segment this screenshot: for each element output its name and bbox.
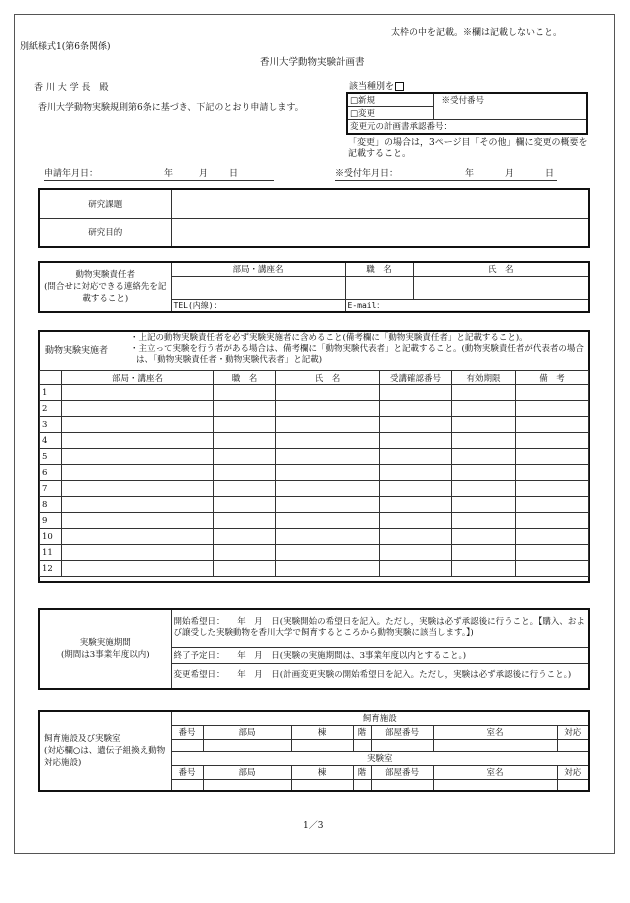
table-cell[interactable] [276,449,380,465]
table-cell[interactable] [516,433,589,449]
table-cell[interactable] [276,561,380,577]
table-cell[interactable] [62,433,214,449]
implementers-label: 動物実験実施者 [45,346,109,356]
receipt-number-cell: ※受付番号 [433,93,587,120]
table-cell[interactable] [276,497,380,513]
col-building: 棟 [291,765,353,779]
category-table [346,92,588,135]
start-date[interactable]: 開始希望日： 年 月 日(実験開始の希望日を記入。ただし，実験は必ず承認後に行うこと。【購入、および譲受した実験動物を香川大学で飼育するところから動物実験に該当します。】) [171,609,589,647]
row-number: 2 [40,401,62,417]
table-cell[interactable] [62,417,214,433]
tel-field[interactable]: TEL(内線)： [171,299,345,312]
change-source-number[interactable]: 変更元の計画書承認番号： [347,120,587,134]
table-cell[interactable] [62,545,214,561]
col-compatible: 対応 [557,725,589,739]
facilities-label: 飼育施設及び実験室 (対応欄○は、遺伝子組換え動物対応施設) [39,711,171,791]
table-row [40,497,589,513]
table-cell[interactable] [276,465,380,481]
col-position: 職 名 [345,262,413,276]
table-cell[interactable] [62,513,214,529]
form-number: 別紙様式1(第6条関係) [20,42,111,52]
checkbox-icon[interactable] [395,82,404,91]
col-dept: 部局 [203,765,291,779]
table-cell[interactable] [452,513,516,529]
breeding-input[interactable] [171,739,203,751]
category-label: 該当種別を [349,82,404,93]
research-purpose-label: 研究目的 [39,218,171,247]
table-cell[interactable] [276,417,380,433]
table-row [40,545,589,561]
col-position: 職 名 [214,371,276,385]
request-text: 香川大学動物実験規則第6条に基づき、下記のとおり申請します。 [38,103,304,113]
table-cell[interactable] [276,481,380,497]
period-label: 実験実施期間 (期間は3事業年度以内) [39,609,171,689]
table-cell[interactable] [62,449,214,465]
table-cell[interactable] [62,561,214,577]
table-cell[interactable] [214,385,276,401]
row-number: 11 [40,545,62,561]
table-cell[interactable] [214,449,276,465]
table-cell[interactable] [380,385,452,401]
table-cell[interactable] [276,401,380,417]
table-cell[interactable] [452,385,516,401]
table-cell[interactable] [380,513,452,529]
table-row [40,433,589,449]
table-row [40,529,589,545]
table-cell[interactable] [380,465,452,481]
responsible-position-input[interactable] [345,276,413,299]
col-dept: 部局・講座名 [171,262,345,276]
row-number: 12 [40,561,62,577]
table-cell[interactable] [380,417,452,433]
col-number: 番号 [171,725,203,739]
table-cell[interactable] [380,561,452,577]
col-number: 番号 [171,765,203,779]
implementers-notes: ・上記の動物実験責任者を必ず実験実施者に含めること(備考欄に「動物実験責任者」と記載すること)。 ・主立って実験を行う者がある場合は、備考欄に「動物実験代表者」と記載すること。(動物実験責任者が代表者の場合は、「動物実験責任者・動物実験代表者」と記載) [130,333,584,365]
table-cell[interactable] [62,481,214,497]
table-cell[interactable] [452,401,516,417]
row-number: 4 [40,433,62,449]
col-room-number: 部屋番号 [371,725,433,739]
table-cell[interactable] [516,497,589,513]
change-note: 「変更」の場合は，3ページ目「その他」欄に変更の概要を記載すること。 [348,138,588,159]
table-row [40,385,589,401]
table-cell[interactable] [452,433,516,449]
email-field[interactable]: E-mail： [345,299,589,312]
table-cell[interactable] [62,529,214,545]
col-expiry: 有効期限 [452,371,516,385]
col-room-number: 部屋番号 [371,765,433,779]
table-cell[interactable] [214,561,276,577]
table-cell[interactable] [452,481,516,497]
table-cell[interactable] [380,545,452,561]
table-cell[interactable] [452,561,516,577]
table-cell[interactable] [214,513,276,529]
col-name: 氏 名 [276,371,380,385]
lab-input[interactable] [171,779,203,791]
col-name: 氏 名 [413,262,589,276]
top-note: 太枠の中を記載。※欄は記載しないこと。 [391,28,563,38]
table-cell[interactable] [452,497,516,513]
table-row [40,513,589,529]
responsible-table [38,261,590,313]
option-change[interactable]: □変更 [347,107,433,120]
table-cell[interactable] [516,385,589,401]
table-cell[interactable] [452,417,516,433]
table-cell[interactable] [62,385,214,401]
table-cell[interactable] [62,497,214,513]
table-cell[interactable] [516,465,589,481]
period-table [38,608,590,690]
table-cell[interactable] [62,401,214,417]
table-cell[interactable] [452,529,516,545]
research-purpose-input[interactable] [171,218,589,247]
responsible-dept-input[interactable] [171,276,345,299]
page-title: 香川大学動物実験計画書 [260,57,365,68]
table-row [40,449,589,465]
table-cell[interactable] [276,385,380,401]
table-cell[interactable] [452,449,516,465]
table-cell[interactable] [214,401,276,417]
col-room-name: 室名 [433,765,557,779]
facilities-table [38,710,590,792]
col-room-name: 室名 [433,725,557,739]
table-cell[interactable] [516,417,589,433]
col-dept: 部局・講座名 [62,371,214,385]
table-cell[interactable] [516,545,589,561]
table-cell[interactable] [516,561,589,577]
col-compatible: 対応 [557,765,589,779]
table-cell[interactable] [516,529,589,545]
row-number: 7 [40,481,62,497]
table-cell[interactable] [214,497,276,513]
table-row [40,561,589,577]
table-cell[interactable] [214,481,276,497]
responsible-name-input[interactable] [413,276,589,299]
table-cell[interactable] [380,401,452,417]
change-date[interactable]: 変更希望日： 年 月 日(計画変更実験の開始希望日を記入。ただし，実験は必ず承認後に行うこと。) [171,663,589,689]
table-cell[interactable] [214,529,276,545]
row-number: 8 [40,497,62,513]
col-remarks: 備 考 [516,371,589,385]
table-row [40,417,589,433]
application-date[interactable]: 申請年月日： 年 月 日 [44,169,274,181]
table-cell[interactable] [516,449,589,465]
row-number: 9 [40,513,62,529]
table-cell[interactable] [214,433,276,449]
col-floor: 階 [353,725,371,739]
row-number: 3 [40,417,62,433]
row-number: 5 [40,449,62,465]
col-dept: 部局 [203,725,291,739]
row-number: 6 [40,465,62,481]
research-subject-label: 研究課題 [39,189,171,218]
row-number: 1 [40,385,62,401]
table-cell[interactable] [380,529,452,545]
research-subject-input[interactable] [171,189,589,218]
table-cell[interactable] [276,433,380,449]
table-row [40,465,589,481]
receipt-date: ※受付年月日： 年 月 日 [335,169,557,181]
col-floor: 階 [353,765,371,779]
option-new[interactable]: □新規 [347,93,433,107]
table-cell[interactable] [380,449,452,465]
table-row [40,481,589,497]
responsible-label: 動物実験責任者 (問合せに対応できる連絡先を記載すること) [39,262,171,312]
table-cell[interactable] [516,513,589,529]
table-cell[interactable] [452,465,516,481]
table-cell[interactable] [62,465,214,481]
addressee: 香 川 大 学 長 殿 [34,83,109,93]
col-building: 棟 [291,725,353,739]
breeding-title: 飼育施設 [171,711,589,725]
lab-title: 実験室 [171,751,589,765]
table-cell[interactable] [276,545,380,561]
col-training-number: 受講確認番号 [380,371,452,385]
table-cell[interactable] [276,529,380,545]
table-row [40,401,589,417]
row-number: 10 [40,529,62,545]
table-cell[interactable] [380,433,452,449]
table-cell[interactable] [516,401,589,417]
table-cell[interactable] [214,465,276,481]
research-table [38,188,590,248]
end-date[interactable]: 終了予定日： 年 月 日(実験の実施期間は、3事業年度以内とすること。) [171,647,589,663]
implementers-table [39,370,589,577]
table-cell[interactable] [380,481,452,497]
table-cell[interactable] [516,481,589,497]
table-cell[interactable] [214,417,276,433]
table-cell[interactable] [214,545,276,561]
table-cell[interactable] [276,513,380,529]
table-cell[interactable] [452,545,516,561]
page-number: 1／3 [303,821,324,831]
table-cell[interactable] [380,497,452,513]
